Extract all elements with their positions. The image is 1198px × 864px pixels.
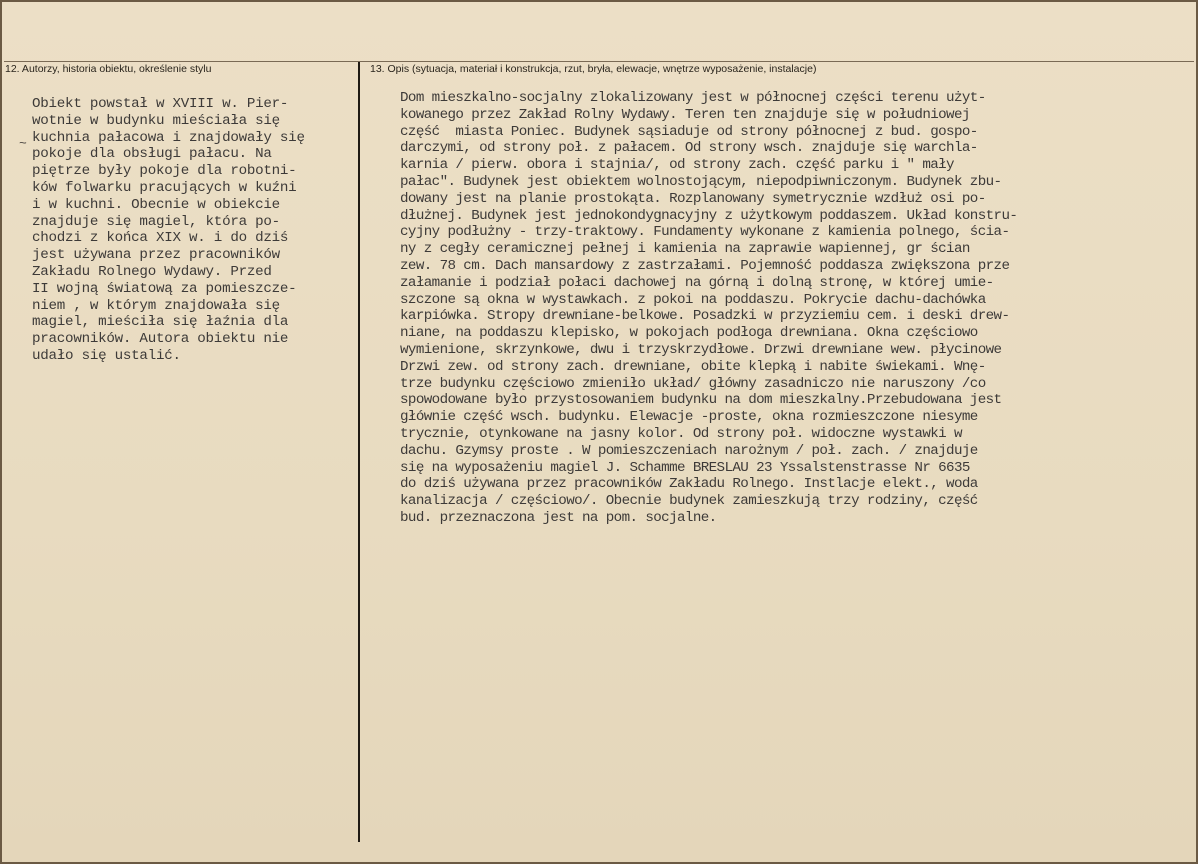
text-line: ków folwarku pracujących w kuźni xyxy=(32,179,297,196)
text-line: kanalizacja / częściowo/. Obecnie budynek zamieszkują trzy rodziny, część xyxy=(400,493,978,510)
text-line: niem , w którym znajdowała się xyxy=(32,297,280,314)
text-line: zew. 78 cm. Dach mansardowy z zastrzałami. Pojemność poddasza zwiększona prze xyxy=(400,257,1010,274)
text-line: ny z cegły ceramicznej pełnej i kamienia na zaprawie wapiennej, gr ścian xyxy=(400,241,970,258)
text-line: pracowników. Autora obiektu nie xyxy=(32,331,289,348)
text-line: Zakładu Rolnego Wydawy. Przed xyxy=(32,263,272,280)
text-line: piętrze były pokoje dla robotni- xyxy=(32,163,297,180)
text-line: szczone są okna w wystawkach. z pokoi na poddaszu. Pokrycie dachu-dachówka xyxy=(400,291,986,308)
text-line: kowanego przez Zakład Rolny Wydawy. Teren ten znajduje się w południowej xyxy=(400,106,970,123)
text-line: karnia / pierw. obora i stajnia/, od strony zach. część parku i " mały xyxy=(400,157,954,174)
text-line: się na wyposażeniu magiel J. Schamme BRESLAU 23 Yssalstenstrasse Nr 6635 xyxy=(400,459,970,476)
text-line: Dom mieszkalno-socjalny zlokalizowany jest w północnej części terenu użyt- xyxy=(400,90,986,106)
text-line: dowany jest na planie prostokąta. Rozplanowany symetrycznie wzdłuż osi po- xyxy=(400,190,986,207)
text-line: część miasta Poniec. Budynek sąsiaduje od strony północnej z bud. gospo- xyxy=(400,123,978,140)
text-line: i w kuchni. Obecnie w obiekcie xyxy=(32,196,280,213)
text-line: trze budynku częściowo zmieniło układ/ główny zasadniczo nie naruszony /co xyxy=(400,375,986,392)
text-line: znajduje się magiel, która po- xyxy=(32,213,280,230)
text-line: załamanie i podział połaci dachowej na górną i dolną stronę, w której umie- xyxy=(400,274,994,291)
text-line: trycznie, otynkowane na jasny kolor. Od strony poł. widoczne wystawki w xyxy=(400,425,962,442)
description-text-block xyxy=(400,90,1017,527)
section-12-header: 12. Autorzy, historia obiektu, określenie stylu xyxy=(5,63,212,75)
margin-dash-mark: ~ xyxy=(19,136,27,151)
text-line: darczymi, od strony poł. z pałacem. Od strony wsch. znajduje się warchla- xyxy=(400,140,978,157)
text-line: głównie część wsch. budynku. Elewacje -proste, okna rozmieszczone niesyme xyxy=(400,409,978,426)
text-line: II wojną światową za pomieszcze- xyxy=(32,280,297,297)
text-line: kuchnia pałacowa i znajdowały się xyxy=(32,129,305,146)
text-line: jest używana przez pracowników xyxy=(32,247,280,264)
text-line: pałac". Budynek jest obiektem wolnostojącym, niepodpiwniczonym. Budynek zbu- xyxy=(400,173,1002,190)
text-line: bud. przeznaczona jest na pom. socjalne. xyxy=(400,509,717,526)
text-line: wotnie w budynku mieściała się xyxy=(32,112,280,129)
text-line: Obiekt powstał w XVIII w. Pier- xyxy=(32,96,289,112)
text-line: niane, na poddaszu klepisko, w pokojach podłoga drewniana. Okna częściowo xyxy=(400,325,978,342)
text-line: dachu. Gzymsy proste . W pomieszczeniach narożnym / poł. zach. / znajduje xyxy=(400,442,978,459)
header-rule xyxy=(4,61,1194,62)
text-line: cyjny podłużny - trzy-traktowy. Fundamenty wykonane z kamienia polnego, ścia- xyxy=(400,224,1010,241)
text-line: wymienione, skrzynkowe, dwu i trzyskrzydłowe. Drzwi drewniane wew. płycinowe xyxy=(400,341,1002,358)
section-13-header: 13. Opis (sytuacja, materiał i konstrukcja, rzut, bryła, elewacje, wnętrze wyposażenie, instalacje) xyxy=(370,63,817,75)
text-line: pokoje dla obsługi pałacu. Na xyxy=(32,146,272,163)
column-divider xyxy=(358,62,360,842)
text-line: udało się ustalić. xyxy=(32,347,181,364)
text-line: do dziś używana przez pracowników Zakładu Rolnego. Instlacje elekt., woda xyxy=(400,476,978,493)
text-line: spowodowane było przystosowaniem budynku na dom mieszkalny.Przebudowana jest xyxy=(400,392,1002,409)
text-line: dłużnej. Budynek jest jednokondygnacyjny z użytkowym poddaszem. Układ konstru- xyxy=(400,207,1018,224)
text-line: karpiówka. Stropy drewniane-belkowe. Posadzki w przyziemiu cem. i deski drew- xyxy=(400,308,1010,325)
text-line: magiel, mieściła się łaźnia dla xyxy=(32,314,289,331)
history-text-block xyxy=(32,96,305,365)
text-line: chodzi z końca XIX w. i do dziś xyxy=(32,230,289,247)
text-line: Drzwi zew. od strony zach. drewniane, obite klepką i nabite świekami. Wnę- xyxy=(400,358,986,375)
